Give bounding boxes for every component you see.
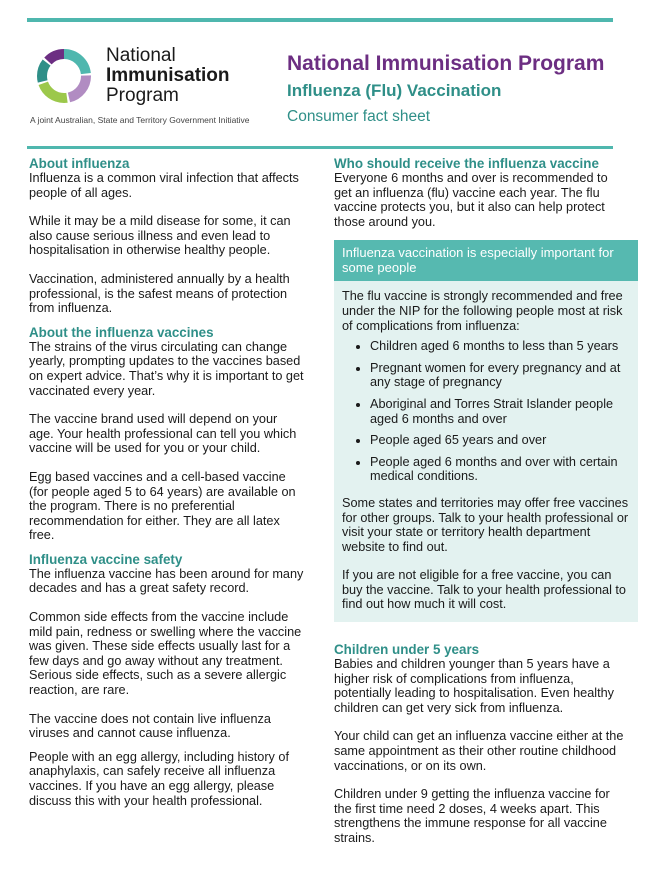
vaccine-safety-paragraph: Common side effects from the vaccine include mild pain, redness or swelling where the vaccine was given. These side effects usually last for a few days and go away without any treatment. Serious side effects, such as a severe allergic reaction, are rare. [29,610,302,698]
logo-line-2: Immunisation [106,65,230,86]
top-rule [27,18,613,22]
children-under-5-heading: Children under 5 years [334,642,480,658]
right-column [334,156,629,860]
callout-paragraph: If you are not eligible for a free vaccine, you can buy the vaccine. Talk to your health professional to find out how much it will cost. [342,568,626,612]
important-groups-callout [334,240,638,622]
list-item: • Pregnant women for every pregnancy and at any stage of pregnancy [370,361,630,390]
logo-wordmark [106,46,230,106]
logo-line-3: Program [106,85,179,106]
list-item: • Aboriginal and Torres Strait Islander people aged 6 months and over [370,397,630,426]
callout-heading: Influenza vaccination is especially important for some people [334,240,638,281]
list-item: • Children aged 6 months to less than 5 years [370,339,630,354]
who-should-receive-paragraph: Everyone 6 months and over is recommended to get an influenza (flu) vaccine each year. The flu vaccine protects you, but it also can help protect those around you. [334,171,608,229]
page-title: National Immunisation Program [287,52,605,75]
about-vaccines-paragraph: The vaccine brand used will depend on your age. Your health professional can tell you which vaccine will be used for you or your child. [29,412,297,456]
vaccine-safety-heading: Influenza vaccine safety [29,551,183,567]
children-paragraph: Your child can get an influenza vaccine either at the same appointment as their other routine childhood vaccinations, or on its own. [334,729,624,773]
about-influenza-heading: About influenza [29,156,130,171]
children-paragraph: Children under 9 getting the influenza vaccine for the first time need 2 doses, 4 weeks apart. This strengthens the immune response for all vaccine strains. [334,787,610,845]
callout-paragraph: Some states and territories may offer free vaccines for other groups. Talk to your health professional or visit your state or territory health department website to find out. [342,495,629,554]
callout-intro: The flu vaccine is strongly recommended and free under the NIP for the following people most at risk of complications from influenza: [342,289,623,333]
vaccine-safety-paragraph: People with an egg allergy, including history of anaphylaxis, can safely receive all influenza vaccines. If you have an egg allergy, please discuss this with your health professional. [29,749,290,808]
about-vaccines-paragraph: Egg based vaccines and a cell-based vaccine (for people aged 5 to 64 years) are available on the program. There is no preferential recommendation for either. They are all latex free. [29,469,296,543]
children-paragraph: Babies and children younger than 5 years have a higher risk of complications from influenza, potentially leading to hospitalisation. Even healthy children can get very sick from influenza. [334,657,615,715]
logo-tagline: A joint Australian, State and Territory Government Initiative [30,115,250,125]
ring-logo-icon [34,46,94,106]
left-column [29,156,305,822]
who-should-receive-heading: Who should receive the influenza vaccine [334,156,599,171]
about-vaccines-heading: About the influenza vaccines [29,324,214,340]
about-influenza-paragraph: Vaccination, administered annually by a health professional, is the safest means of protection from influenza. [29,271,290,316]
header-rule [27,146,613,149]
about-influenza-paragraph: Influenza is a common viral infection that affects people of all ages. [29,171,299,200]
about-vaccines-paragraph: The strains of the virus circulating can change yearly, prompting updates to the vaccines based on expert advice. That’s why it is important to get vaccinated every year. [29,339,304,398]
children-section [334,642,624,846]
title-block [287,52,604,126]
list-item: • People aged 65 years and over [370,433,630,448]
logo-line-1: National [106,45,176,66]
page-subtitle: Influenza (Flu) Vaccination [287,81,502,100]
vaccine-safety-paragraph: The influenza vaccine has been around for many decades and has a great safety record. [29,566,304,596]
callout-body [334,281,638,622]
vaccine-safety-paragraph: The vaccine does not contain live influenza viruses and cannot cause influenza. [29,711,271,741]
nip-logo [30,40,270,130]
document-type: Consumer fact sheet [287,108,431,125]
list-item: • People aged 6 months and over with certain medical conditions. [370,455,630,484]
about-influenza-paragraph: While it may be a mild disease for some, it can also cause serious illness and even lead to hospitalisation in otherwise healthy people. [29,214,291,258]
eligible-groups-list [342,339,630,484]
